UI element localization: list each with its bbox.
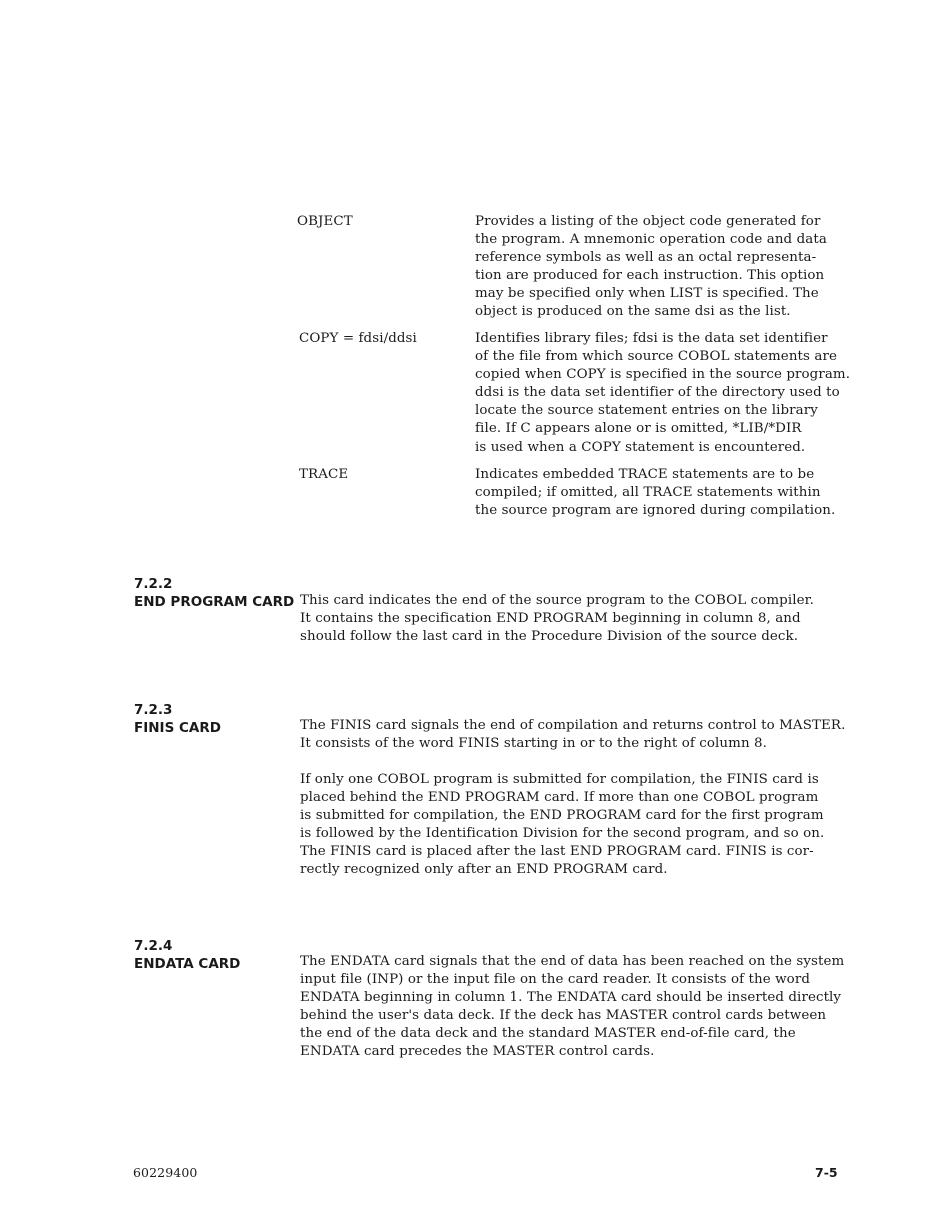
paragraph-line: The FINIS card signals the end of compilation and returns control to MASTER.: [300, 718, 846, 733]
description-line: ddsi is the data set identifier of the directory used to: [475, 385, 840, 401]
section-heading-7-2-2: [134, 575, 294, 611]
section-number: 7.2.3: [134, 702, 173, 718]
description-line: Indicates embedded TRACE statements are to be: [475, 467, 815, 482]
paragraph-line: the end of the data deck and the standard MASTER end-of-file card, the: [300, 1026, 796, 1042]
option-description-object: [475, 213, 827, 322]
document-number: 60229400: [133, 1165, 198, 1180]
description-line: file. If C appears alone or is omitted, *LIB/*DIR: [475, 421, 802, 437]
description-line: the program. A mnemonic operation code and data: [475, 232, 827, 248]
section-title: FINIS CARD: [134, 720, 221, 736]
description-line: Provides a listing of the object code generated for: [475, 214, 821, 229]
description-line: compiled; if omitted, all TRACE statements within: [475, 485, 821, 501]
description-line: is used when a COPY statement is encountered.: [475, 439, 806, 455]
option-term-copy: [299, 330, 417, 348]
description-line: the source program are ignored during compilation.: [475, 503, 836, 519]
section-paragraph: [300, 953, 844, 1062]
section-heading-7-2-3: [134, 701, 221, 737]
section-number: 7.2.2: [134, 576, 173, 592]
page-number: 7-5: [815, 1165, 838, 1180]
option-description-copy: [475, 330, 850, 457]
paragraph-line: It consists of the word FINIS starting in or to the right of column 8.: [300, 736, 768, 752]
paragraph-line: This card indicates the end of the source program to the COBOL compiler.: [300, 593, 814, 608]
description-line: may be specified only when LIST is specified. The: [475, 286, 819, 302]
description-line: locate the source statement entries on the library: [475, 403, 818, 419]
paragraph-line: The FINIS card is placed after the last END PROGRAM card. FINIS is cor-: [300, 844, 814, 860]
section-title: END PROGRAM CARD: [134, 594, 295, 610]
paragraph-line: If only one COBOL program is submitted for compilation, the FINIS card is: [300, 772, 819, 787]
paragraph-line: The ENDATA card signals that the end of data has been reached on the system: [300, 954, 845, 969]
description-line: copied when COPY is specified in the source program.: [475, 367, 851, 383]
description-line: tion are produced for each instruction. This option: [475, 268, 825, 284]
paragraph-line: is followed by the Identification Division for the second program, and so on.: [300, 826, 825, 842]
option-description-trace: [475, 466, 835, 520]
section-paragraph: [300, 771, 824, 880]
section-heading-7-2-4: [134, 937, 240, 973]
paragraph-line: ENDATA card precedes the MASTER control cards.: [300, 1044, 655, 1060]
option-term: TRACE: [299, 467, 349, 482]
paragraph-line: behind the user's data deck. If the deck has MASTER control cards between: [300, 1008, 827, 1024]
option-term: COPY = fdsi/ddsi: [299, 331, 417, 346]
paragraph-line: input file (INP) or the input file on the card reader. It consists of the word: [300, 972, 811, 988]
paragraph-line: ENDATA beginning in column 1. The ENDATA card should be inserted directly: [300, 990, 842, 1006]
paragraph-line: rectly recognized only after an END PROGRAM card.: [300, 862, 668, 878]
option-term-object: [297, 213, 353, 231]
section-number: 7.2.4: [134, 938, 173, 954]
description-line: of the file from which source COBOL statements are: [475, 349, 837, 365]
section-paragraph: [300, 592, 814, 646]
paragraph-line: is submitted for compilation, the END PROGRAM card for the first program: [300, 808, 824, 824]
paragraph-line: should follow the last card in the Procedure Division of the source deck.: [300, 629, 799, 645]
section-title: ENDATA CARD: [134, 956, 241, 972]
option-term-trace: [299, 466, 348, 484]
description-line: reference symbols as well as an octal representa-: [475, 250, 817, 266]
paragraph-line: It contains the specification END PROGRAM beginning in column 8, and: [300, 611, 801, 627]
description-line: object is produced on the same dsi as the list.: [475, 304, 791, 320]
paragraph-line: placed behind the END PROGRAM card. If more than one COBOL program: [300, 790, 819, 806]
option-term: OBJECT: [297, 214, 353, 229]
section-paragraph: [300, 717, 845, 753]
description-line: Identifies library files; fdsi is the data set identifier: [475, 331, 828, 346]
